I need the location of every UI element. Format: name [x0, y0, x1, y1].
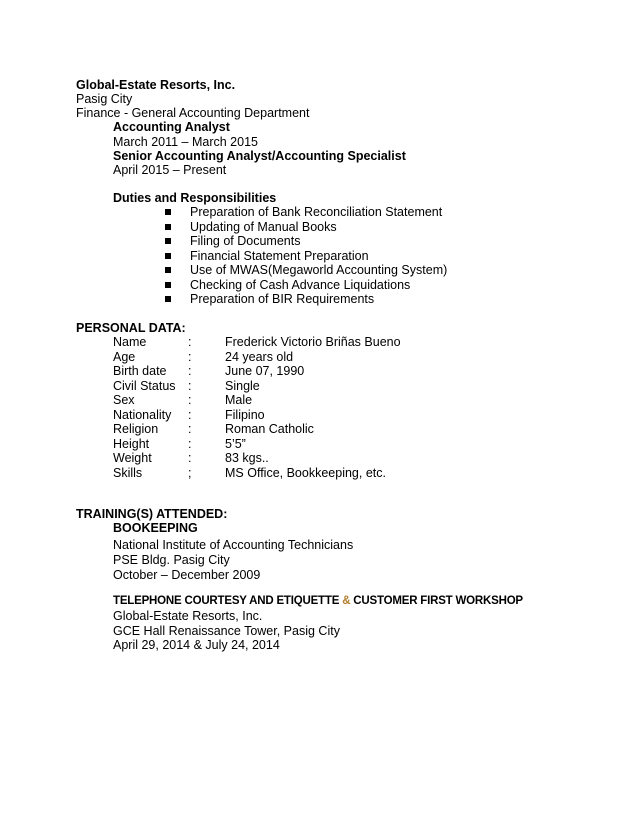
- personal-data-row: [113, 379, 533, 394]
- field-label: Name: [113, 335, 147, 349]
- field-value: 24 years old: [225, 349, 294, 364]
- field-label: Religion: [113, 422, 159, 436]
- personal-data-row: [113, 364, 533, 379]
- bullet-square-icon: [165, 209, 171, 215]
- field-label: Sex: [113, 393, 135, 407]
- duty-text: Updating of Manual Books: [190, 219, 337, 234]
- field-label: Weight: [113, 451, 152, 465]
- duty-text: Preparation of Bank Reconciliation Statement: [190, 205, 443, 219]
- training-detail: Global-Estate Resorts, Inc.: [113, 609, 263, 623]
- list-item: [162, 292, 447, 307]
- training-title-part: CUSTOMER FIRST WORKSHOP: [353, 595, 523, 607]
- duty-text: Preparation of BIR Requirements: [190, 292, 375, 306]
- field-separator: :: [188, 364, 192, 378]
- training-detail: National Institute of Accounting Technicians: [113, 538, 354, 552]
- company-name: Global-Estate Resorts, Inc.: [76, 78, 236, 92]
- personal-data-row: [113, 451, 533, 466]
- field-label: Nationality: [113, 407, 172, 422]
- position-period: March 2011 – March 2015: [113, 135, 258, 149]
- company-city: Pasig City: [76, 92, 133, 106]
- personal-data-row: [113, 350, 533, 365]
- personal-data-heading: PERSONAL DATA:: [76, 321, 186, 335]
- list-item: [162, 205, 447, 220]
- bullet-square-icon: [165, 267, 171, 273]
- field-label: Skills: [113, 465, 143, 480]
- position-title: Accounting Analyst: [113, 120, 230, 134]
- training-detail: October – December 2009: [113, 568, 261, 582]
- personal-data-row: [113, 408, 533, 423]
- field-label: Height: [113, 436, 150, 451]
- list-item: [162, 220, 447, 235]
- duty-text: Financial Statement Preparation: [190, 248, 369, 263]
- field-value: Filipino: [225, 407, 265, 422]
- list-item: [162, 278, 447, 293]
- field-separator: :: [188, 393, 192, 407]
- duties-heading: Duties and Responsibilities: [113, 191, 277, 205]
- duty-text: Use of MWAS(Megaworld Accounting System): [190, 263, 448, 277]
- personal-data-row: [113, 437, 533, 452]
- position-period: April 2015 – Present: [113, 163, 227, 177]
- field-separator: :: [188, 378, 192, 393]
- field-separator: ;: [188, 465, 192, 480]
- duty-text: Filing of Documents: [190, 234, 301, 248]
- list-item: [162, 263, 447, 278]
- bullet-square-icon: [165, 282, 171, 288]
- bullet-square-icon: [165, 296, 171, 302]
- duty-text: Checking of Cash Advance Liquidations: [190, 277, 411, 292]
- field-value: Male: [225, 393, 253, 407]
- personal-data-row: [113, 466, 533, 481]
- ampersand: &: [342, 595, 351, 607]
- field-label: Age: [113, 349, 136, 364]
- field-label: Birth date: [113, 364, 167, 378]
- field-label: Civil Status: [113, 378, 176, 393]
- field-separator: :: [188, 407, 192, 422]
- field-separator: :: [188, 422, 192, 436]
- field-value: Single: [225, 378, 260, 393]
- training-title: [113, 594, 523, 609]
- field-value: MS Office, Bookkeeping, etc.: [225, 465, 386, 480]
- training-heading: TRAINING(S) ATTENDED:: [76, 507, 228, 521]
- training-title: BOOKEEPING: [113, 521, 198, 535]
- training-detail: GCE Hall Renaissance Tower, Pasig City: [113, 624, 340, 638]
- field-separator: :: [188, 349, 192, 364]
- list-item: [162, 249, 447, 264]
- field-value: Frederick Victorio Briñas Bueno: [225, 335, 401, 349]
- personal-data-row: [113, 393, 533, 408]
- field-separator: :: [188, 436, 192, 451]
- field-value: 5’5”: [225, 436, 246, 451]
- training-title-part: TELEPHONE COURTESY AND ETIQUETTE: [113, 595, 340, 607]
- personal-data-row: [113, 422, 533, 437]
- personal-data-row: [113, 335, 533, 350]
- field-value: 83 kgs..: [225, 451, 269, 465]
- field-value: Roman Catholic: [225, 422, 314, 436]
- training-detail: April 29, 2014 & July 24, 2014: [113, 638, 280, 652]
- field-separator: :: [188, 451, 192, 465]
- field-value: June 07, 1990: [225, 364, 305, 378]
- list-item: [162, 234, 447, 249]
- duties-list: [162, 205, 447, 307]
- bullet-square-icon: [165, 253, 171, 259]
- bullet-square-icon: [165, 238, 171, 244]
- department: Finance - General Accounting Department: [76, 106, 310, 120]
- bullet-square-icon: [165, 224, 171, 230]
- field-separator: :: [188, 335, 192, 349]
- training-detail: PSE Bldg. Pasig City: [113, 553, 230, 567]
- position-title: Senior Accounting Analyst/Accounting Specialist: [113, 149, 406, 163]
